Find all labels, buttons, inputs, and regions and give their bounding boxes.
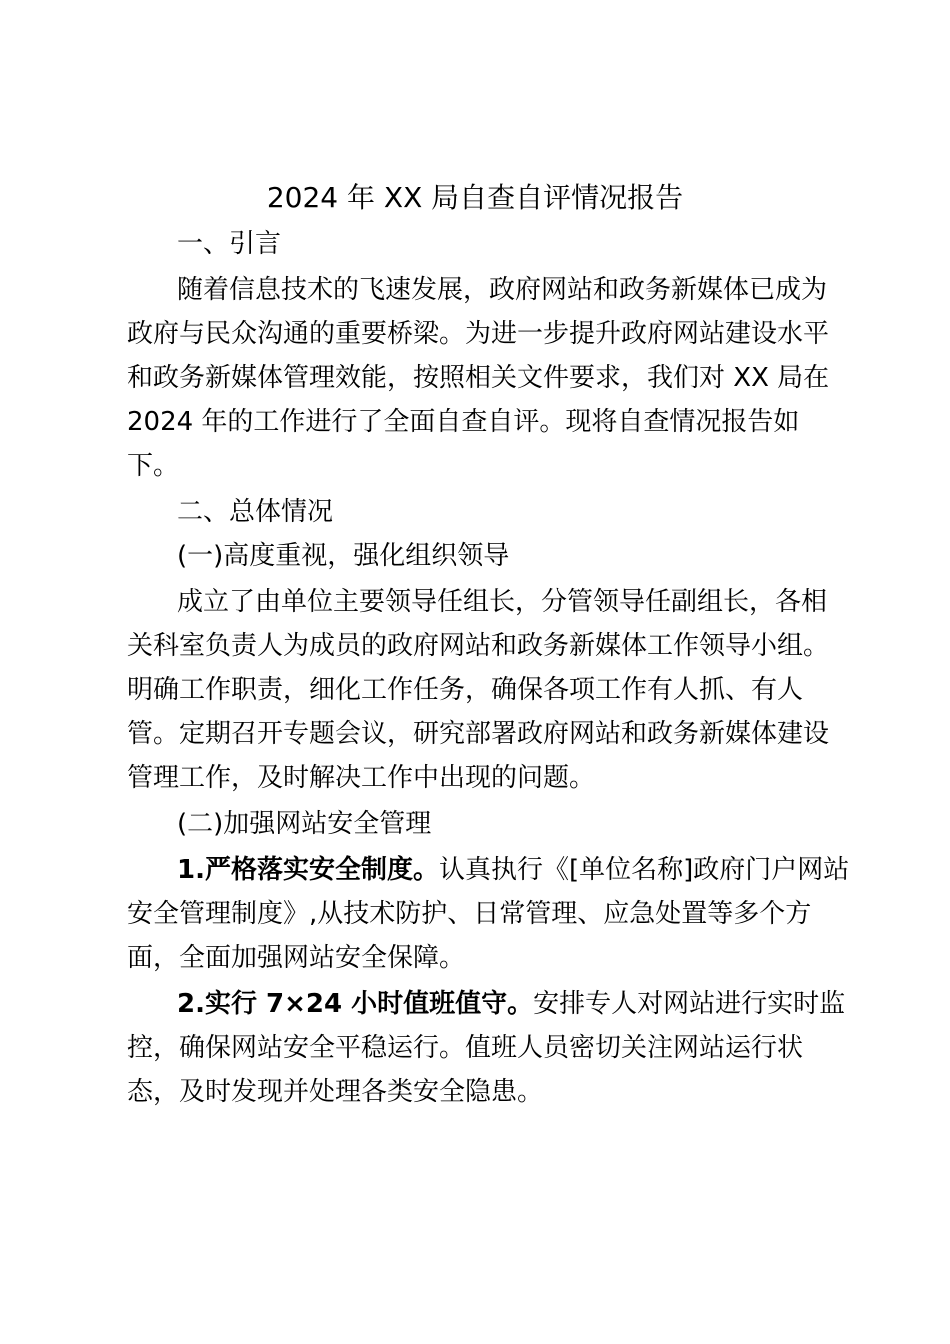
document-title: 2024 年 XX 局自查自评情况报告 [266, 181, 684, 214]
item-2-title: 2.实行 7×24 小时值班值守。 [177, 989, 534, 1019]
paragraph-line: 管。定期召开专题会议，研究部署政府网站和政务新媒体建设 [127, 719, 830, 749]
paragraph-line: 成立了由单位主要领导任组长，分管领导任副组长，各相 [177, 587, 828, 617]
paragraph-line: 关科室负责人为成员的政府网站和政务新媒体工作领导小组。 [127, 631, 830, 661]
paragraph-line: 面，全面加强网站安全保障。 [127, 943, 466, 973]
paragraph-line: 态，及时发现并处理各类安全隐患。 [127, 1077, 544, 1107]
heading-overall: 二、总体情况 [177, 497, 334, 527]
paragraph-line [177, 988, 845, 1020]
paragraph-line: 2024 年的工作进行了全面自查自评。现将自查情况报告如 [127, 407, 800, 437]
heading-introduction: 一、引言 [177, 229, 282, 259]
item-1-title: 1.严格落实安全制度。 [177, 855, 439, 885]
paragraph-line [177, 854, 849, 886]
paragraph-line: 随着信息技术的飞速发展，政府网站和政务新媒体已成为 [177, 275, 828, 305]
paragraph-line: 和政务新媒体管理效能，按照相关文件要求，我们对 XX 局在 [127, 363, 830, 393]
subheading-2: (二)加强网站安全管理 [177, 809, 432, 839]
paragraph-line: 安全管理制度》,从技术防护、日常管理、应急处置等多个方 [127, 899, 812, 929]
paragraph-line: 明确工作职责，细化工作任务，确保各项工作有人抓、有人 [127, 675, 804, 705]
paragraph-line: 控，确保网站安全平稳运行。值班人员密切关注网站运行状 [127, 1033, 804, 1063]
item-2-text: 安排专人对网站进行实时监 [533, 989, 846, 1019]
paragraph-line: 下。 [127, 451, 180, 481]
paragraph-line: 管理工作，及时解决工作中出现的问题。 [127, 763, 596, 793]
item-1-text: 认真执行《[单位名称]政府门户网站 [438, 855, 850, 885]
paragraph-line: 政府与民众沟通的重要桥梁。为进一步提升政府网站建设水平 [127, 319, 830, 349]
subheading-1: (一)高度重视，强化组织领导 [177, 541, 510, 571]
